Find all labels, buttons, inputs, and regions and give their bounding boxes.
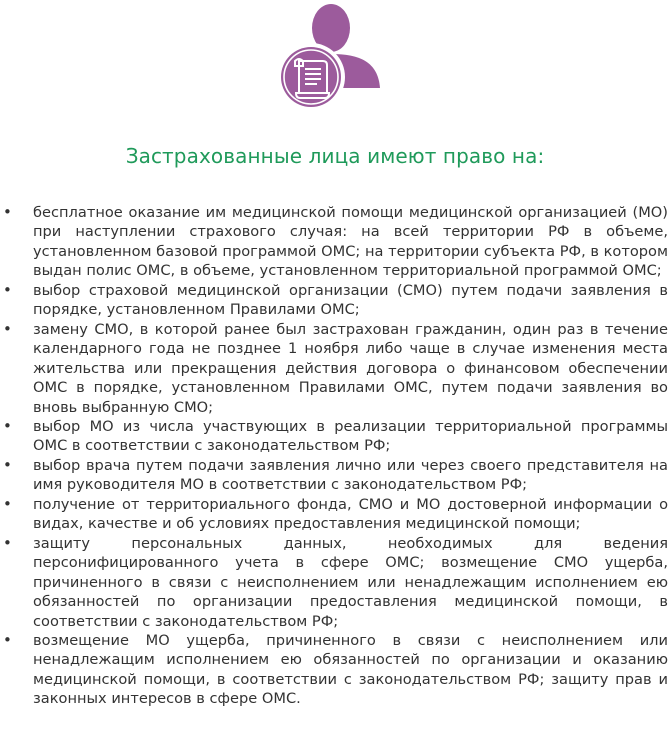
rights-list	[0, 203, 670, 709]
list-item-text: выбор страховой медицинской организации (СМО) путем подачи заявления в порядке, установленном Правилами ОМС;	[33, 281, 668, 319]
bullet: •	[3, 533, 12, 552]
bullet: •	[3, 203, 12, 221]
list-item-text: выбор МО из числа участвующих в реализации территориальной программы ОМС в соответствии с законодательством РФ;	[33, 417, 668, 455]
list-item	[0, 203, 670, 281]
bullet: •	[3, 416, 12, 435]
list-item	[0, 320, 670, 417]
list-item-text: возмещение МО ущерба, причиненного в связи с неисполнением или ненадлежащим исполнением ею обязанностей по организации и оказанию медицинской помощи, в соответствии с законодательством РФ; защиту прав и законных интересов в сфере ОМС.	[33, 631, 668, 708]
list-item-text: бесплатное оказание им медицинской помощи медицинской организацией (МО) при наступлении страхового случая: на всей территории РФ в объеме, установленном базовой программой ОМС; на территории субъекта РФ, в котором выдан полис ОМС, в объеме, установленном территориальной программой ОМС;	[33, 204, 668, 280]
list-item-text: замену СМО, в которой ранее был застрахован гражданин, один раз в течение календарного года не позднее 1 ноября либо чаще в случае изменения места жительства или прекращения действия договора о финансовом обеспечении ОМС в порядке, установленном Правилами ОМС, путем подачи заявления во вновь выбранную СМО;	[33, 320, 668, 416]
list-item	[0, 495, 670, 534]
list-item	[0, 456, 670, 495]
list-item	[0, 281, 670, 320]
list-item-text: выбор врача путем подачи заявления лично или через своего представителя на имя руководителя МО в соответствии с законодательством РФ;	[33, 456, 668, 494]
list-item	[0, 534, 670, 631]
list-item-text: получение от территориального фонда, СМО и МО достоверной информации о видах, качестве и об условиях предоставления медицинской помощи;	[33, 495, 668, 533]
list-item	[0, 631, 670, 709]
bullet: •	[3, 494, 12, 513]
bullet: •	[3, 319, 12, 338]
page-heading: Застрахованные лица имеют право на:	[125, 144, 545, 168]
list-item-text: защиту персональных данных, необходимых для ведения персонифицированного учета в сфере ОМС; возмещение СМО ущерба, причиненного в связи с неисполнением или ненадлежащим исполнением ею обязанностей по организации предоставления медицинской помощи, в соответствии с законодательством РФ;	[33, 534, 668, 630]
list-item	[0, 417, 670, 456]
bullet: •	[3, 280, 12, 299]
bullet: •	[3, 455, 12, 474]
insured-person-document-icon	[274, 0, 384, 112]
bullet: •	[3, 630, 12, 649]
